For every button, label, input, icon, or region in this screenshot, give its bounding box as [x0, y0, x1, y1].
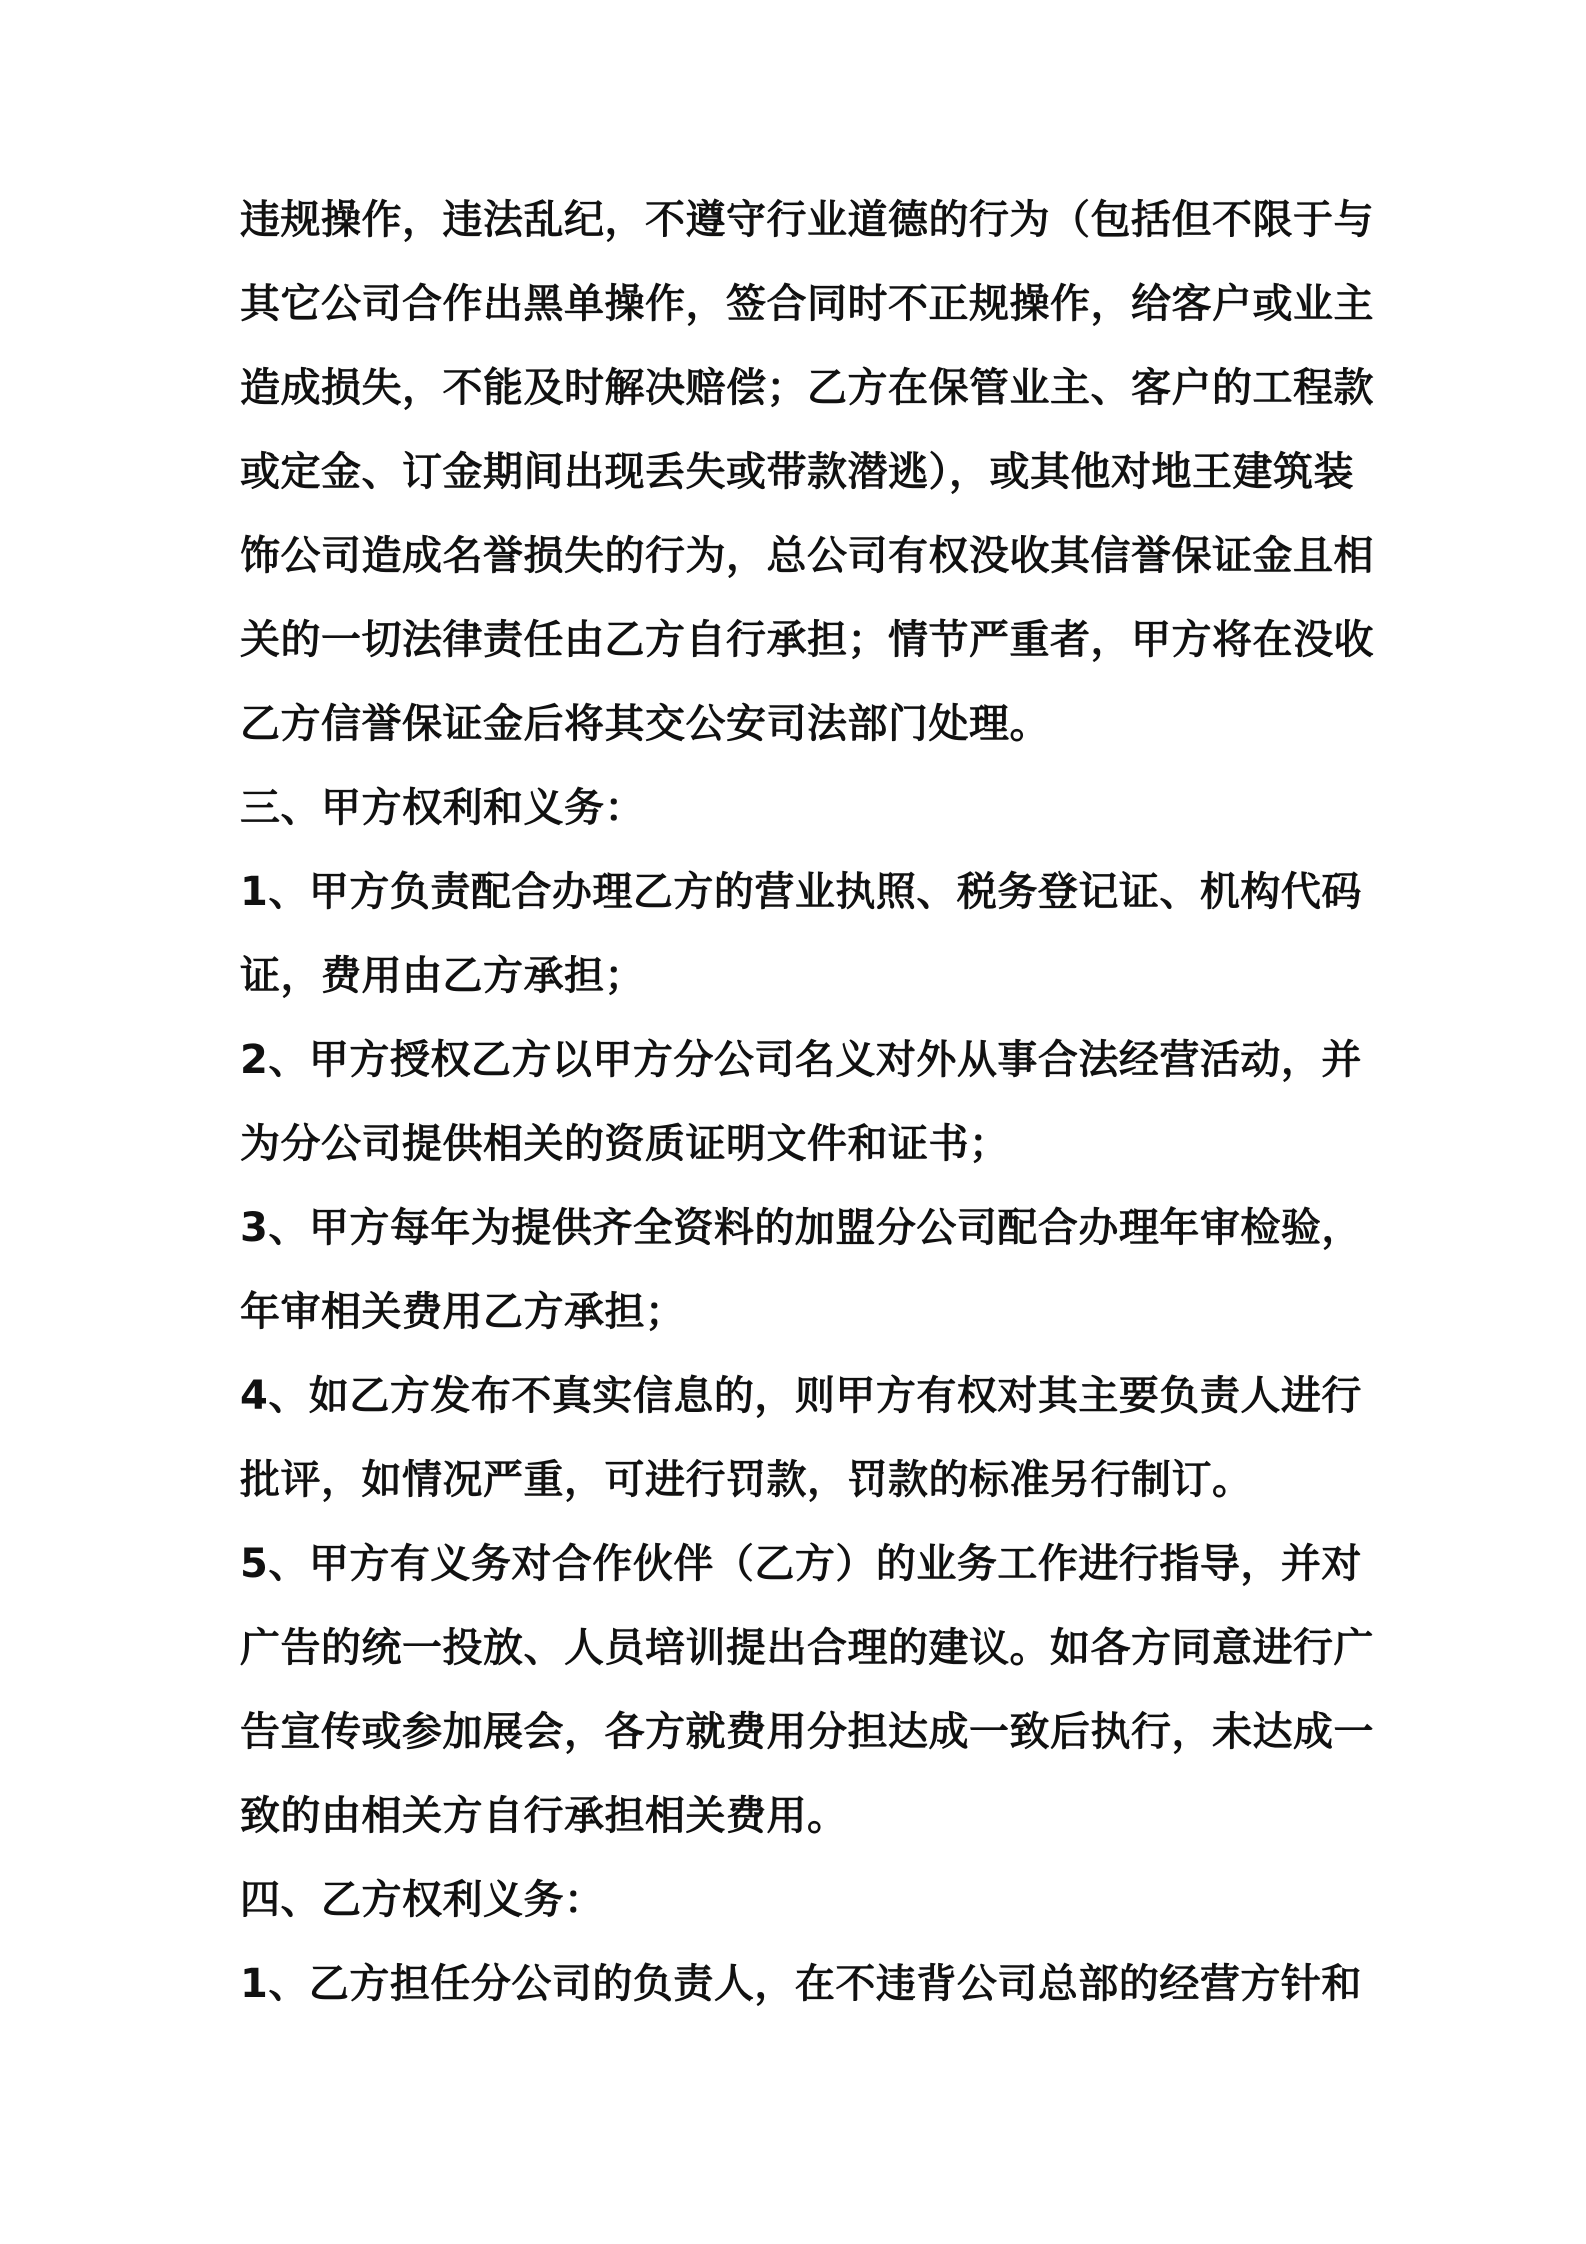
section-heading: 四、乙方权利义务：	[240, 1877, 605, 1923]
text-line: 或定金、订金期间出现丢失或带款潜逃），或其他对地王建筑装	[240, 449, 1354, 495]
text-line: 关的一切法律责任由乙方自行承担；情节严重者，甲方将在没收	[240, 617, 1374, 663]
text-line: 2、甲方授权乙方以甲方分公司名义对外从事合法经营活动，并	[240, 1037, 1362, 1083]
text-line: 致的由相关方自行承担相关费用。	[240, 1793, 848, 1839]
text-line: 乙方信誉保证金后将其交公安司法部门处理。	[240, 701, 1050, 747]
text-line: 1、乙方担任分公司的负责人，在不违背公司总部的经营方针和	[240, 1961, 1362, 2007]
section-heading: 三、甲方权利和义务：	[240, 785, 645, 831]
text-line: 4、如乙方发布不真实信息的，则甲方有权对其主要负责人进行	[240, 1373, 1362, 1419]
text-line: 告宣传或参加展会，各方就费用分担达成一致后执行，未达成一	[240, 1709, 1374, 1755]
text-line: 5、甲方有义务对合作伙伴（乙方）的业务工作进行指导，并对	[240, 1541, 1362, 1587]
text-line: 为分公司提供相关的资质证明文件和证书；	[240, 1121, 1010, 1167]
text-line: 1、甲方负责配合办理乙方的营业执照、税务登记证、机构代码	[240, 869, 1362, 915]
text-line: 违规操作，违法乱纪，不遵守行业道德的行为（包括但不限于与	[240, 197, 1374, 243]
text-line: 年审相关费用乙方承担；	[240, 1289, 686, 1335]
text-line: 其它公司合作出黑单操作，签合同时不正规操作，给客户或业主	[240, 281, 1374, 327]
text-line: 广告的统一投放、人员培训提出合理的建议。如各方同意进行广	[240, 1625, 1374, 1671]
text-line: 3、甲方每年为提供齐全资料的加盟分公司配合办理年审检验，	[240, 1205, 1362, 1251]
text-line: 饰公司造成名誉损失的行为，总公司有权没收其信誉保证金且相	[240, 533, 1374, 579]
text-line: 证，费用由乙方承担；	[240, 953, 645, 999]
text-line: 造成损失，不能及时解决赔偿；乙方在保管业主、客户的工程款	[240, 365, 1374, 411]
text-line: 批评，如情况严重，可进行罚款，罚款的标准另行制订。	[240, 1457, 1253, 1503]
